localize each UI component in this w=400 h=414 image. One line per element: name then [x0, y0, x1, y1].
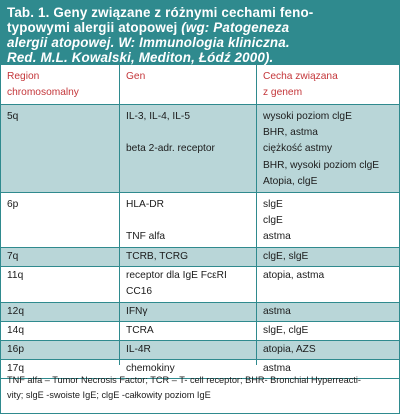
region-cell: 11q [7, 270, 24, 281]
trait-cell [263, 193, 397, 246]
header-region-line-1: Region [7, 71, 40, 82]
header-region [7, 65, 119, 101]
table-row [1, 303, 399, 322]
trait-cell: clgE, slgE [263, 251, 309, 262]
trait-cell: atopia, AZS [263, 344, 316, 355]
gene-cell [126, 193, 254, 246]
caption-line-3: alergii atopowej. W: Immunologia kliniczna. [7, 35, 290, 50]
region-cell: 16p [7, 344, 24, 355]
gene-line-empty [126, 213, 254, 229]
table-row [1, 248, 399, 267]
column-divider [119, 65, 120, 365]
trait-cell: atopia, astma [263, 270, 325, 281]
header-trait-line-2: z genem [263, 87, 303, 99]
gene-cell [126, 267, 254, 300]
trait-line: astma [263, 231, 291, 243]
trait-line: ciężkość astmy [263, 143, 333, 155]
trait-cell [263, 105, 397, 190]
table-header-row [1, 65, 399, 105]
footnote-line-2: vity; slgE -swoiste IgE; clgE -całkowity poziom IgE [7, 390, 211, 400]
table-footnotes [7, 373, 395, 403]
trait-line: BHR, astma [263, 127, 318, 139]
gene-line: CC16 [126, 286, 153, 298]
gene-line: TNF alfa [126, 231, 166, 243]
header-region-line-2: chromosomalny [7, 87, 79, 99]
region-cell: 12q [7, 306, 24, 317]
gene-table [1, 65, 399, 379]
gene-cell: IFNγ [126, 306, 148, 317]
caption-line-2-text: typowymi alergii atopowej [7, 20, 182, 35]
column-divider [256, 65, 257, 365]
header-gene [126, 65, 254, 85]
trait-line: slgE [263, 199, 283, 210]
trait-line: Atopia, clgE [263, 175, 318, 187]
region-cell: 5q [7, 111, 19, 122]
trait-cell: astma [263, 363, 291, 374]
caption-line-4: Red. M.L. Kowalski, Mediton, Łódź 2000). [7, 50, 274, 65]
gene-line: IL-3, IL-4, IL-5 [126, 111, 190, 122]
trait-cell: astma [263, 306, 291, 317]
table-caption [1, 1, 399, 65]
trait-line: wysoki poziom clgE [263, 111, 352, 122]
table-row [1, 341, 399, 360]
trait-line: BHR, wysoki poziom clgE [263, 159, 380, 171]
header-trait [263, 65, 397, 101]
table-row [1, 193, 399, 248]
table-row [1, 267, 399, 303]
table-row [1, 322, 399, 341]
gene-cell [126, 105, 254, 158]
caption-line-2 [7, 20, 393, 35]
region-cell: 14q [7, 325, 24, 336]
gene-line: HLA-DR [126, 199, 164, 210]
caption-line-1: Tab. 1. Geny związane z różnymi cechami feno- [7, 5, 314, 20]
footnote-line-1: TNF alfa – Tumor Necrosis Factor; TCR – T- cell receptor; BHR- Bronchial Hyperreacti- [7, 375, 361, 385]
trait-line: clgE [263, 215, 283, 227]
gene-cell: TCRB, TCRG [126, 251, 189, 262]
gene-line-empty [126, 125, 254, 141]
gene-line: receptor dla IgE FcεRI [126, 270, 227, 281]
trait-cell: slgE, clgE [263, 325, 309, 336]
caption-citation-start: (wg: Patogeneza [181, 20, 290, 35]
gene-cell: IL-4R [126, 344, 151, 355]
gene-line: beta 2-adr. receptor [126, 143, 215, 155]
region-cell: 17q [7, 363, 24, 374]
gene-cell: TCRA [126, 325, 154, 336]
header-trait-line-1: Cecha związana [263, 71, 338, 82]
region-cell: 7q [7, 251, 19, 262]
region-cell: 6p [7, 199, 19, 210]
table-row [1, 105, 399, 193]
gene-cell: chemokiny [126, 363, 175, 374]
header-gene-text: Gen [126, 71, 146, 82]
